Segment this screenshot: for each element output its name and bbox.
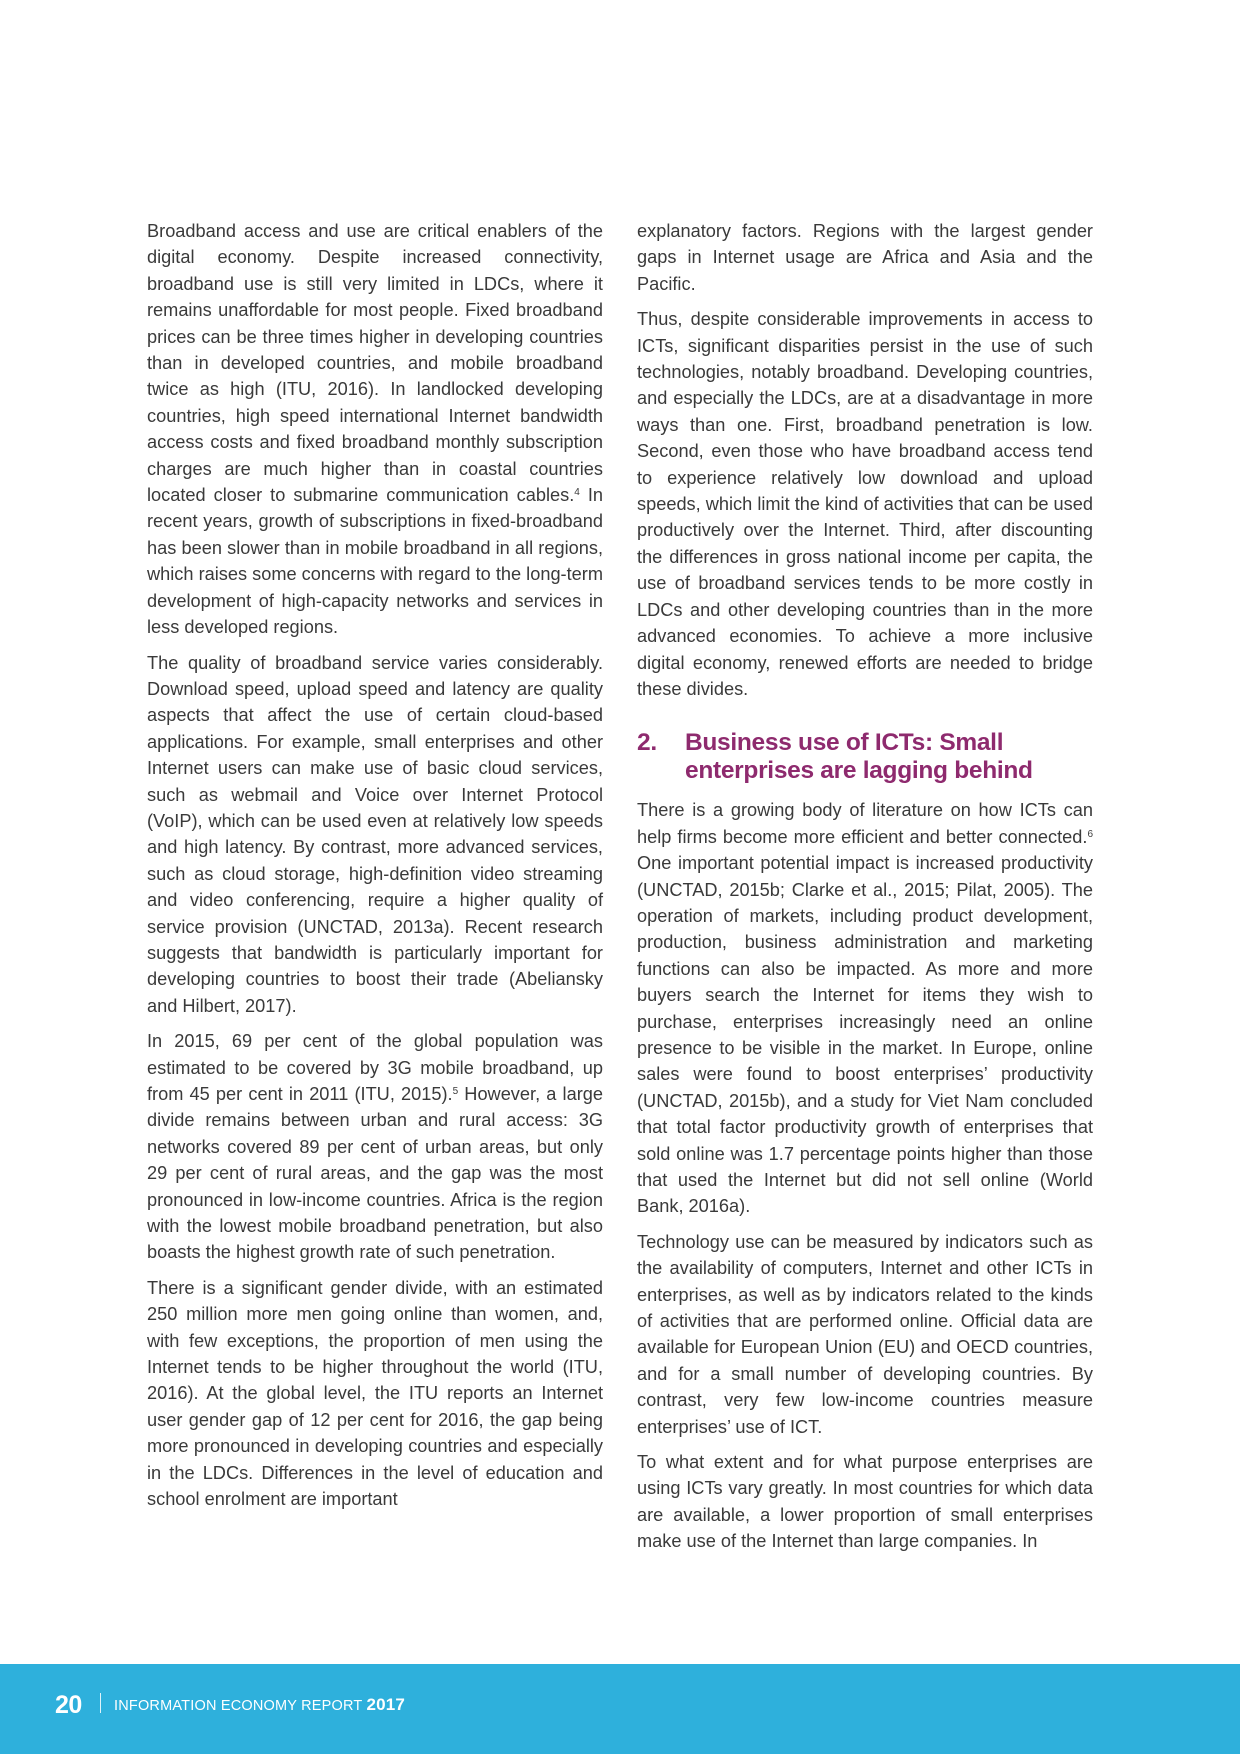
footnote-ref[interactable]: 6 xyxy=(1087,828,1093,840)
paragraph: The quality of broadband service varies considerably. Download speed, upload speed and latency are quality aspects that affect the use of certain cloud-based applications. For example, small enterprises and other Internet users can make use of basic cloud services, such as webmail and Voice over Internet Protocol (VoIP), which can be used even at relatively low speeds and high latency. By contrast, more advanced services, such as cloud storage, high-definition video streaming and video conferencing, require a higher quality of service provision (UNCTAD, 2013a). Recent research suggests that bandwidth is particularly important for developing countries to boost their trade (Abeliansky and Hilbert, 2017). xyxy=(147,652,603,1016)
section-title: Business use of ICTs: Small enterprises are lagging behind xyxy=(685,729,1033,785)
paragraph: Thus, despite considerable improvements in access to ICTs, significant disparities persist in the use of such technologies, notably broadband. Developing countries, and especially the LDCs, are at a disadvantage in more ways than one. First, broadband penetration is low. Second, even those who have broadband access tend to experience relatively low download and upload speeds, which limit the kind of activities that can be used productively over the Internet. Third, after discounting the differences in gross national income per capita, the use of broadband services tends to be more costly in LDCs and other developing countries than in the more advanced economies. To achieve a more inclusive digital economy, renewed efforts are needed to bridge these divides. xyxy=(637,309,1093,699)
footnote-ref[interactable]: 5 xyxy=(452,1086,459,1097)
paragraph: explanatory factors. Regions with the largest gender gaps in Internet usage are Africa and Asia and the Pacific. xyxy=(637,221,1093,294)
paragraph xyxy=(147,218,603,641)
page-footer xyxy=(0,1664,1240,1754)
paragraph-text: Broadband access and use are critical enablers of the digital economy. Despite increased connectivity, broadband use is still very limited in LDCs, where it remains unaffordable for most people. Fixed broadband prices can be three times higher in developing countries than in developed countries, and mobile broadband twice as high (ITU, 2016). In landlocked developing countries, high speed international Internet bandwidth access costs and fixed broadband monthly subscription charges are much higher than in coastal countries located closer to submarine communication cables. xyxy=(147,221,603,506)
paragraph-text: One important potential impact is increased productivity (UNCTAD, 2015b; Clarke et al., 2015; Pilat, 2005). The operation of markets, including product development, production, business administration and marketing functions can also be impacted. As more and more buyers search the Internet for items they wish to purchase, enterprises increasingly need an online presence to be visible in the market. In Europe, online sales were found to boost enterprises’ productivity (UNCTAD, 2015b), and a study for Viet Nam concluded that total factor productivity growth of enterprises that sold online was 1.7 percentage points higher than those that used the Internet but did not sell online (World Bank, 2016a). xyxy=(637,853,1093,1217)
paragraph xyxy=(147,1028,603,1266)
paragraph-text: In recent years, growth of subscriptions in fixed-broadband has been slower than in mobile broadband in all regions, which raises some concerns with regard to the long-term development of high-capacity networks and services in less developed regions. xyxy=(147,485,603,638)
right-column xyxy=(637,218,1093,1555)
paragraph: There is a significant gender divide, with an estimated 250 million more men going online than women, and, with few exceptions, the proportion of men using the Internet tends to be higher throughout the world (ITU, 2016). At the global level, the ITU reports an Internet user gender gap of 12 per cent for 2016, the gap being more pronounced in developing countries and especially in the LDCs. Differences in the level of education and school enrolment are important xyxy=(147,1277,603,1510)
report-title-text: INFORMATION ECONOMY REPORT xyxy=(114,1698,363,1714)
footnote-ref[interactable]: 4 xyxy=(574,487,580,499)
left-column xyxy=(147,218,603,1513)
paragraph-text: In 2015, 69 per cent of the global population was estimated to be covered by 3G mobile broadband, up from 45 per cent in 2011 (ITU, 2015). xyxy=(147,1031,603,1104)
paragraph: To what extent and for what purpose enterprises are using ICTs vary greatly. In most countries for which data are available, a lower proportion of small enterprises make use of the Internet than large companies. In xyxy=(637,1452,1093,1552)
paragraph-text: However, a large divide remains between urban and rural access: 3G networks covered 89 per cent of urban areas, but only 29 per cent of rural areas, and the gap was the most pronounced in low-income countries. Africa is the region with the lowest mobile broadband penetration, but also boasts the highest growth rate of such penetration. xyxy=(147,1084,603,1263)
section-heading xyxy=(637,729,1093,785)
paragraph-text: There is a growing body of literature on how ICTs can help firms become more efficient and better connected. xyxy=(637,800,1093,847)
section-number: 2. xyxy=(637,729,657,757)
report-year: 2017 xyxy=(366,1695,406,1714)
report-title xyxy=(114,1696,405,1715)
paragraph: Technology use can be measured by indicators such as the availability of computers, Internet and other ICTs in enterprises, as well as by indicators related to the kinds of activities that are performed online. Official data are available for European Union (EU) and OECD countries, and for a small number of developing countries. By contrast, very few low-income countries measure enterprises’ use of ICT. xyxy=(637,1231,1093,1437)
paragraph xyxy=(637,797,1093,1220)
page-number: 20 xyxy=(55,1691,82,1719)
footer-divider xyxy=(100,1693,101,1713)
